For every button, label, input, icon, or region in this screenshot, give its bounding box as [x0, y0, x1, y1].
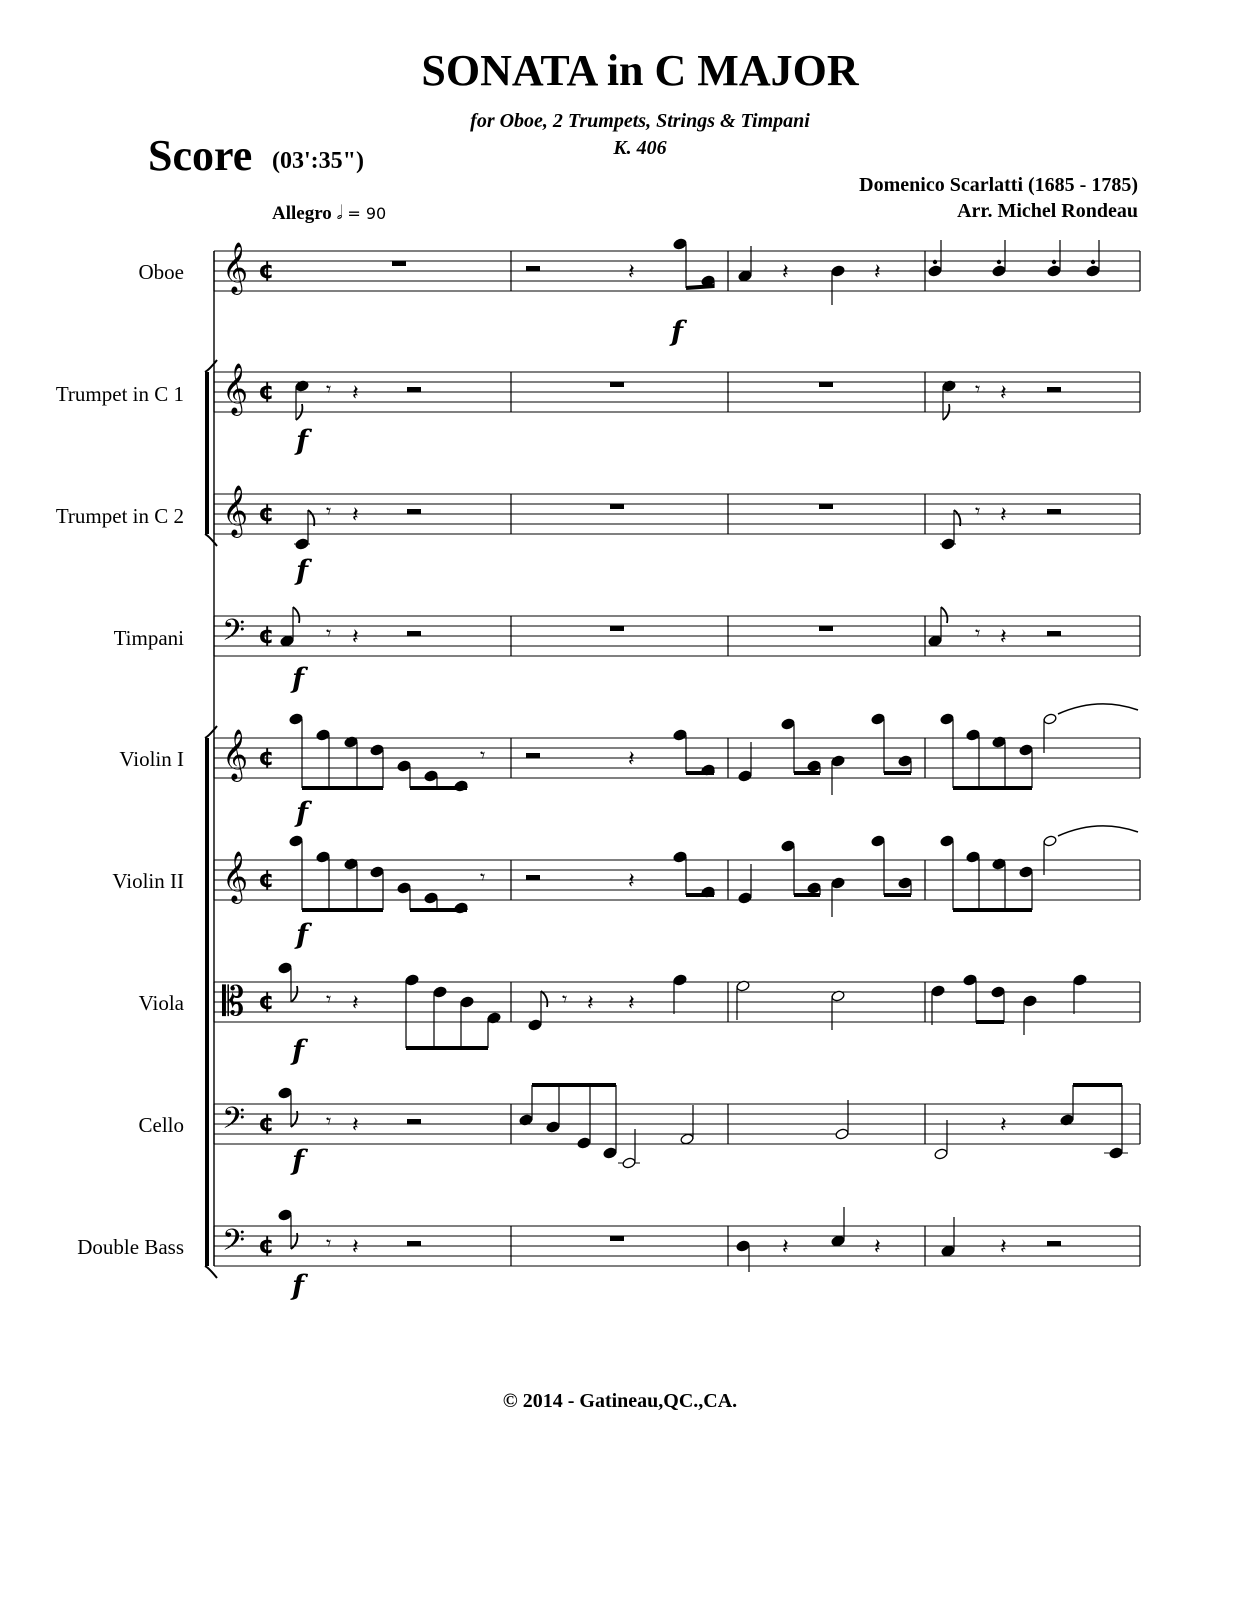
- staff-label-trumpet-2: Trumpet in C 2: [55, 504, 184, 528]
- quarter-rest-icon: 𝄽: [352, 991, 359, 1016]
- cut-time-icon: ¢: [258, 499, 275, 527]
- quarter-rest-icon: 𝄽: [352, 625, 359, 650]
- notehead: [295, 538, 309, 550]
- quarter-rest-icon: 𝄽: [1000, 625, 1007, 650]
- notehead: [835, 1128, 849, 1140]
- dynamic-forte: f: [292, 1144, 305, 1177]
- quarter-rest-icon: 𝄽: [1000, 1235, 1007, 1260]
- quarter-rest-icon: 𝄽: [352, 1235, 359, 1260]
- eighth-rest-icon: 𝄾: [326, 1231, 332, 1255]
- notehead: [736, 1240, 750, 1252]
- cut-time-icon: ¢: [258, 743, 275, 771]
- eighth-rest-icon: 𝄾: [326, 987, 332, 1011]
- half-rest-icon: [526, 875, 540, 880]
- notehead: [934, 1148, 948, 1160]
- tie: [1058, 826, 1138, 836]
- staccato-dot: [1052, 260, 1056, 264]
- whole-rest-icon: [610, 504, 624, 509]
- half-rest-icon: [526, 753, 540, 758]
- dynamic-forte: f: [671, 315, 684, 348]
- notehead: [941, 1245, 955, 1257]
- brass-bracket-bottom: [205, 534, 217, 546]
- tie: [1058, 704, 1138, 714]
- notehead: [1043, 835, 1057, 847]
- notehead: [1109, 1147, 1123, 1159]
- notehead: [966, 729, 980, 741]
- flag: [291, 986, 297, 1002]
- notehead: [370, 744, 384, 756]
- notehead: [831, 755, 845, 767]
- notehead: [831, 265, 845, 277]
- whole-rest-icon: [819, 382, 833, 387]
- notehead: [1073, 974, 1087, 986]
- score-label: Score: [148, 131, 253, 180]
- notehead: [577, 1137, 591, 1149]
- notehead: [370, 866, 384, 878]
- notehead: [278, 962, 292, 974]
- notehead: [807, 882, 821, 894]
- half-note-icon: 𝅗𝅥: [336, 202, 343, 224]
- staff-label-timpani: Timpani: [113, 626, 184, 650]
- dynamic-forte: f: [296, 424, 309, 457]
- notehead: [738, 270, 752, 282]
- notes: [278, 238, 1138, 1302]
- eighth-rest-icon: 𝄾: [562, 987, 568, 1011]
- cut-time-icon: ¢: [258, 1231, 275, 1259]
- quarter-rest-icon: 𝄽: [1000, 381, 1007, 406]
- half-rest-icon: [526, 266, 540, 271]
- bass-clef-icon: 𝄢: [222, 614, 246, 655]
- notehead: [603, 1147, 617, 1159]
- notehead: [424, 770, 438, 782]
- half-rest-icon: [407, 509, 421, 514]
- notehead: [316, 729, 330, 741]
- notehead: [871, 835, 885, 847]
- notehead: [781, 718, 795, 730]
- quarter-rest-icon: 𝄽: [1000, 1113, 1007, 1138]
- alto-clef-icon: 𝄡: [222, 979, 245, 1025]
- staff-label-oboe: Oboe: [138, 260, 184, 284]
- treble-clef-icon: 𝄞: [222, 485, 249, 536]
- notehead: [931, 985, 945, 997]
- eighth-rest-icon: 𝄾: [326, 499, 332, 523]
- notehead: [963, 974, 977, 986]
- duration: (03':35"): [272, 148, 364, 174]
- quarter-rest-icon: 𝄽: [782, 260, 789, 285]
- notehead: [433, 986, 447, 998]
- notehead: [316, 851, 330, 863]
- notehead: [278, 1209, 292, 1221]
- dynamic-forte: f: [296, 918, 309, 951]
- page-title: SONATA in C MAJOR: [421, 46, 859, 95]
- notehead: [992, 265, 1006, 277]
- notehead: [397, 882, 411, 894]
- beam: [686, 286, 714, 288]
- dynamic-forte: f: [296, 554, 309, 587]
- whole-rest-icon: [610, 382, 624, 387]
- dynamic-forte: f: [292, 662, 305, 695]
- notehead: [941, 538, 955, 550]
- staff-label-viola: Viola: [138, 991, 184, 1015]
- whole-rest-icon: [610, 1236, 624, 1241]
- notehead: [1019, 866, 1033, 878]
- flag: [941, 607, 947, 623]
- whole-rest-icon: [819, 504, 833, 509]
- notehead: [831, 877, 845, 889]
- staccato-dot: [997, 260, 1001, 264]
- quarter-rest-icon: 𝄽: [587, 991, 594, 1016]
- staccato-dot: [933, 260, 937, 264]
- notehead: [738, 892, 752, 904]
- notehead: [1023, 995, 1037, 1007]
- quarter-rest-icon: 𝄽: [1000, 503, 1007, 528]
- notehead: [898, 877, 912, 889]
- staff-label-double-bass: Double Bass: [77, 1235, 184, 1259]
- treble-clef-icon: 𝄞: [222, 363, 249, 414]
- eighth-rest-icon: 𝄾: [975, 377, 981, 401]
- dynamic-forte: f: [292, 1269, 305, 1302]
- dynamic-forte: f: [296, 796, 309, 829]
- eighth-rest-icon: 𝄾: [480, 743, 486, 767]
- cut-time-icon: ¢: [258, 865, 275, 893]
- notehead: [397, 760, 411, 772]
- quarter-rest-icon: 𝄽: [628, 991, 635, 1016]
- eighth-rest-icon: 𝄾: [326, 377, 332, 401]
- notehead: [831, 1235, 845, 1247]
- notehead: [1019, 744, 1033, 756]
- quarter-rest-icon: 𝄽: [628, 869, 635, 894]
- copyright: © 2014 - Gatineau,QC.,CA.: [502, 1390, 738, 1412]
- flag: [541, 991, 547, 1007]
- notehead: [928, 265, 942, 277]
- notehead: [1047, 265, 1061, 277]
- quarter-rest-icon: 𝄽: [628, 260, 635, 285]
- staccato-dot: [1091, 260, 1095, 264]
- notehead: [673, 238, 687, 250]
- notehead: [1043, 713, 1057, 725]
- bass-clef-icon: 𝄢: [222, 1102, 246, 1143]
- tempo-value: = 90: [347, 204, 387, 223]
- half-rest-icon: [407, 1241, 421, 1246]
- notehead: [807, 760, 821, 772]
- notehead: [966, 851, 980, 863]
- bass-clef-icon: 𝄢: [222, 1224, 246, 1265]
- notehead: [871, 713, 885, 725]
- half-rest-icon: [407, 387, 421, 392]
- half-rest-icon: [1047, 509, 1061, 514]
- notehead: [673, 974, 687, 986]
- eighth-rest-icon: 𝄾: [975, 499, 981, 523]
- quarter-rest-icon: 𝄽: [352, 1113, 359, 1138]
- dynamic-forte: f: [292, 1034, 305, 1067]
- quarter-rest-icon: 𝄽: [628, 747, 635, 772]
- brass-bracket-top: [205, 360, 217, 372]
- treble-clef-icon: 𝄞: [222, 242, 249, 293]
- quarter-rest-icon: 𝄽: [352, 381, 359, 406]
- whole-rest-icon: [610, 626, 624, 631]
- eighth-rest-icon: 𝄾: [326, 621, 332, 645]
- notehead: [424, 892, 438, 904]
- notehead: [898, 755, 912, 767]
- subtitle: for Oboe, 2 Trumpets, Strings & Timpani: [470, 110, 810, 132]
- notehead: [940, 713, 954, 725]
- staff-label-trumpet-1: Trumpet in C 1: [55, 382, 184, 406]
- quarter-rest-icon: 𝄽: [352, 503, 359, 528]
- notehead: [1086, 265, 1100, 277]
- eighth-rest-icon: 𝄾: [326, 1109, 332, 1133]
- cut-time-icon: ¢: [258, 987, 275, 1015]
- staff-label-violin-1: Violin I: [119, 747, 184, 771]
- flag: [291, 1111, 297, 1127]
- whole-rest-icon: [392, 261, 406, 266]
- treble-clef-icon: 𝄞: [222, 851, 249, 902]
- notehead: [405, 974, 419, 986]
- treble-clef-icon: 𝄞: [222, 729, 249, 780]
- eighth-rest-icon: 𝄾: [975, 621, 981, 645]
- catalog-number: K. 406: [613, 137, 667, 159]
- notehead: [546, 1121, 560, 1133]
- notehead: [673, 851, 687, 863]
- notehead: [528, 1019, 542, 1031]
- quarter-rest-icon: 𝄽: [874, 1235, 881, 1260]
- quarter-rest-icon: 𝄽: [874, 260, 881, 285]
- flag: [293, 607, 299, 623]
- notehead: [460, 996, 474, 1008]
- notehead: [928, 635, 942, 647]
- cut-time-icon: ¢: [258, 621, 275, 649]
- tempo-word: Allegro: [272, 203, 332, 224]
- notehead: [991, 986, 1005, 998]
- quarter-rest-icon: 𝄽: [782, 1235, 789, 1260]
- cut-time-icon: ¢: [258, 1109, 275, 1137]
- notehead: [280, 635, 294, 647]
- composer: Domenico Scarlatti (1685 - 1785): [859, 174, 1138, 196]
- half-rest-icon: [407, 631, 421, 636]
- whole-rest-icon: [819, 626, 833, 631]
- notehead: [673, 729, 687, 741]
- eighth-rest-icon: 𝄾: [480, 865, 486, 889]
- notehead: [940, 835, 954, 847]
- cut-time-icon: ¢: [258, 256, 275, 284]
- cut-time-icon: ¢: [258, 377, 275, 405]
- strings-bracket-top: [205, 726, 217, 738]
- arranger: Arr. Michel Rondeau: [957, 200, 1138, 222]
- notehead: [289, 835, 303, 847]
- notehead: [738, 770, 752, 782]
- notehead: [278, 1087, 292, 1099]
- half-rest-icon: [1047, 1241, 1061, 1246]
- notehead: [781, 840, 795, 852]
- notehead: [289, 713, 303, 725]
- flag: [291, 1233, 297, 1249]
- half-rest-icon: [1047, 387, 1061, 392]
- half-rest-icon: [407, 1119, 421, 1124]
- strings-bracket-bottom: [205, 1266, 217, 1278]
- staff-label-violin-2: Violin II: [112, 869, 184, 893]
- half-rest-icon: [1047, 631, 1061, 636]
- staff-label-cello: Cello: [138, 1113, 184, 1137]
- notehead: [680, 1133, 694, 1145]
- notehead: [622, 1157, 636, 1169]
